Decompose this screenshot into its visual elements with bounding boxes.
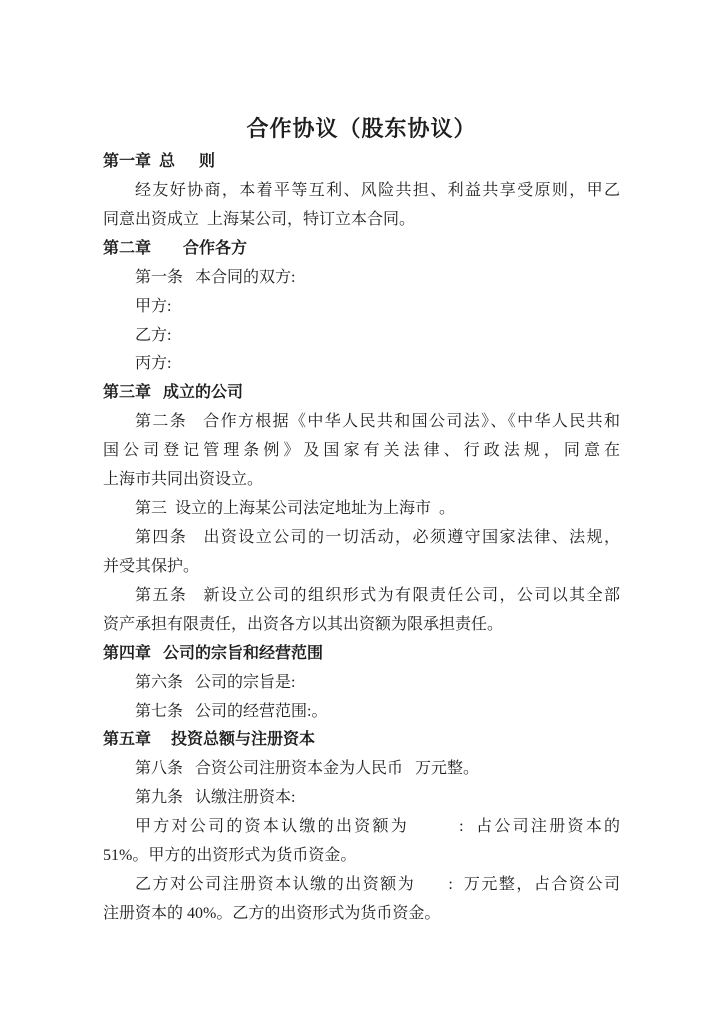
document-line: 第五章 投资总额与注册资本 [103, 731, 316, 749]
document-line: 51%。甲方的出资形式为货币资金。 [103, 847, 357, 865]
document-line: 第三 设立的上海某公司法定地址为上海市 。 [135, 500, 456, 518]
document-line: 第四章 公司的宗旨和经营范围 [103, 644, 324, 662]
document-line: 第七条 公司的经营范围:。 [135, 702, 328, 720]
document-line: 第三章 成立的公司 [103, 384, 244, 402]
document-line: 第八条 合资公司注册资本金为人民币 万元整。 [135, 760, 480, 778]
document-line: 上海市共同出资设立。 [103, 471, 264, 489]
document-line: 资产承担有限责任，出资各方以其出资额为限承担责任。 [103, 615, 504, 633]
document-line: 并受其保护。 [103, 557, 200, 575]
document-line: 甲方对公司的资本认缴的出资额为 : 占公司注册资本的 [135, 818, 620, 836]
document-line: 第一条 本合同的双方: [135, 268, 296, 286]
document-line: 乙方对公司注册资本认缴的出资额为 : 万元整，占合资公司 [135, 876, 620, 894]
document-line: 丙方: [135, 355, 172, 373]
document-line: 第五条 新设立公司的组织形式为有限责任公司，公司以其全部 [135, 586, 620, 604]
document-line: 第九条 认缴注册资本: [135, 789, 296, 807]
document-line: 经友好协商，本着平等互利、风险共担、利益共享受原则，甲乙 [135, 181, 620, 199]
document-line: 第二章 合作各方 [103, 239, 248, 257]
document-line: 第六条 公司的宗旨是: [135, 673, 296, 691]
document-line: 第一章 总 则 [103, 153, 216, 170]
document-body [103, 148, 620, 929]
document-line: 注册资本的 40%。乙方的出资形式为货币资金。 [103, 904, 441, 922]
page-title: 合作协议（股东协议） [246, 116, 477, 141]
document-line: 乙方: [135, 326, 172, 344]
document-line: 同意出资成立 上海某公司，特订立本合同。 [103, 210, 416, 228]
document-line: 甲方: [135, 297, 172, 315]
document-line: 第四条 出资设立公司的一切活动，必须遵守国家法律、法规， [135, 528, 620, 546]
document-line: 第二条 合作方根据《中华人民共和国公司法》、《中华人民共和 [135, 413, 620, 431]
document-line: 国公司登记管理条例》及国家有关法律、行政法规，同意在 [103, 442, 620, 460]
